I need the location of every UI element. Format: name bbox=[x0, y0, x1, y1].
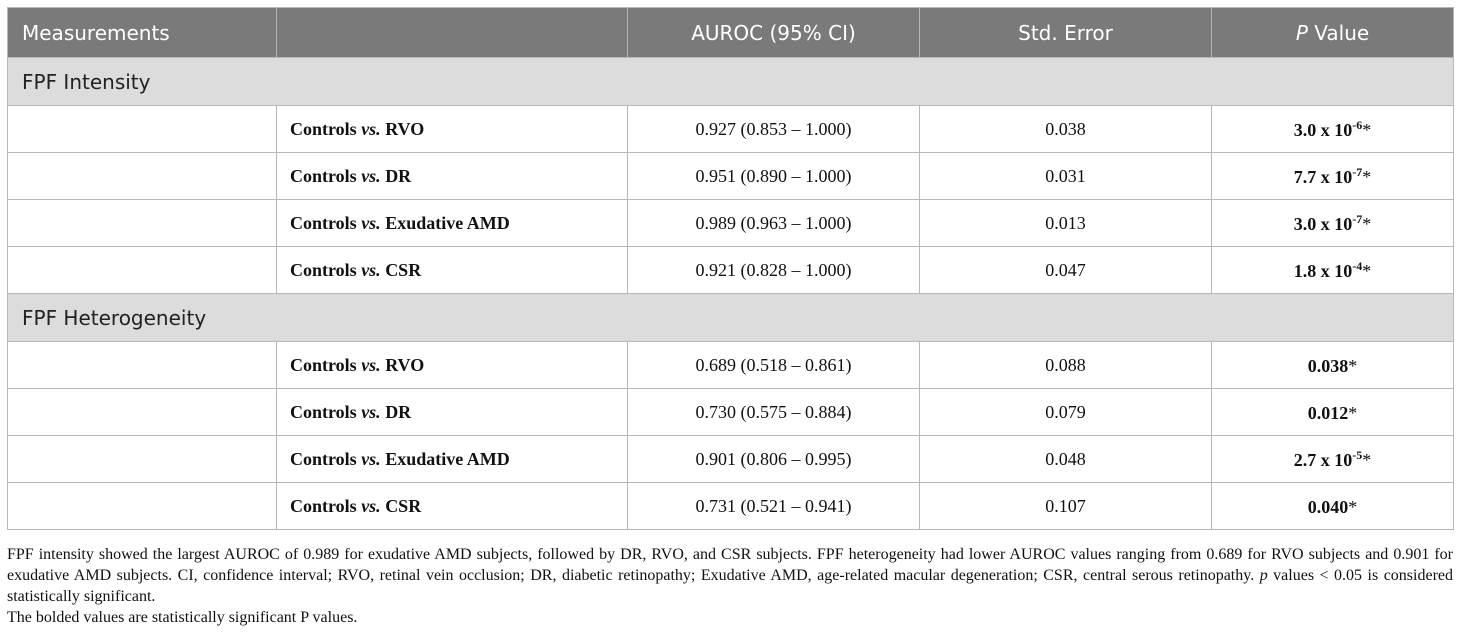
comparison-cell: Controls vs. RVO bbox=[277, 106, 628, 153]
header-auroc: AUROC (95% CI) bbox=[628, 8, 920, 58]
std-error-cell: 0.031 bbox=[920, 153, 1212, 200]
comparison-cell: Controls vs. Exudative AMD bbox=[277, 436, 628, 483]
p-value-cell: 7.7 x $10^{-7}*$ bbox=[1212, 153, 1454, 200]
footnote-paragraph: FPF intensity showed the largest AUROC of 0.989 for exudative AMD subjects, followed by DR, RVO, and CSR subjects. FPF heterogeneity had lower AUROC values ranging from 0.689 for RVO subjects and 0.901 for exudative AMD subjects. CI, confidence interval; RVO, retinal vein occlusion; DR, diabetic retinopathy; Exudative AMD, age-related macular degeneration; CSR, central serous retinopathy. p values < 0.05 is considered statistically significant. bbox=[7, 546, 1453, 605]
auroc-cell: 0.730 (0.575 – 0.884) bbox=[628, 389, 920, 436]
std-error-cell: 0.038 bbox=[920, 106, 1212, 153]
p-value-cell: 3.0 x $10^{-7}*$ bbox=[1212, 200, 1454, 247]
section-row bbox=[8, 294, 1454, 342]
comparison-cell: Controls vs. RVO bbox=[277, 342, 628, 389]
std-error-cell: 0.048 bbox=[920, 436, 1212, 483]
p-value-cell: 0.040* bbox=[1212, 483, 1454, 530]
table-header-row bbox=[8, 8, 1454, 58]
header-measurements: Measurements bbox=[8, 8, 277, 58]
table-row bbox=[8, 342, 1454, 389]
comparison-cell: Controls vs. Exudative AMD bbox=[277, 200, 628, 247]
comparison-cell: Controls vs. CSR bbox=[277, 247, 628, 294]
auroc-cell: 0.901 (0.806 – 0.995) bbox=[628, 436, 920, 483]
row-blank-cell bbox=[8, 342, 277, 389]
row-blank-cell bbox=[8, 106, 277, 153]
section-title: FPF Intensity bbox=[8, 58, 1454, 106]
table-row bbox=[8, 106, 1454, 153]
section-title: FPF Heterogeneity bbox=[8, 294, 1454, 342]
row-blank-cell bbox=[8, 247, 277, 294]
std-error-cell: 0.088 bbox=[920, 342, 1212, 389]
std-error-cell: 0.047 bbox=[920, 247, 1212, 294]
header-std-error: Std. Error bbox=[920, 8, 1212, 58]
header-blank bbox=[277, 8, 628, 58]
table-row bbox=[8, 153, 1454, 200]
auroc-cell: 0.731 (0.521 – 0.941) bbox=[628, 483, 920, 530]
section-row bbox=[8, 58, 1454, 106]
p-value-cell: 0.012* bbox=[1212, 389, 1454, 436]
header-p-value: P Value bbox=[1212, 8, 1454, 58]
auroc-cell: 0.921 (0.828 – 1.000) bbox=[628, 247, 920, 294]
std-error-cell: 0.013 bbox=[920, 200, 1212, 247]
row-blank-cell bbox=[8, 436, 277, 483]
row-blank-cell bbox=[8, 200, 277, 247]
auroc-cell: 0.951 (0.890 – 1.000) bbox=[628, 153, 920, 200]
results-table bbox=[7, 7, 1454, 530]
table-row bbox=[8, 389, 1454, 436]
table-footnote bbox=[7, 544, 1453, 628]
std-error-cell: 0.107 bbox=[920, 483, 1212, 530]
comparison-cell: Controls vs. DR bbox=[277, 153, 628, 200]
row-blank-cell bbox=[8, 483, 277, 530]
auroc-cell: 0.689 (0.518 – 0.861) bbox=[628, 342, 920, 389]
table-row bbox=[8, 247, 1454, 294]
p-value-cell: 1.8 x $10^{-4}*$ bbox=[1212, 247, 1454, 294]
auroc-cell: 0.927 (0.853 – 1.000) bbox=[628, 106, 920, 153]
comparison-cell: Controls vs. CSR bbox=[277, 483, 628, 530]
table-row bbox=[8, 200, 1454, 247]
p-value-cell: 0.038* bbox=[1212, 342, 1454, 389]
footnote-bold-note: The bolded values are statistically significant P values. bbox=[7, 609, 358, 626]
row-blank-cell bbox=[8, 153, 277, 200]
table-row bbox=[8, 483, 1454, 530]
p-value-cell: 3.0 x $10^{-6}*$ bbox=[1212, 106, 1454, 153]
p-value-cell: 2.7 x $10^{-5}*$ bbox=[1212, 436, 1454, 483]
table-row bbox=[8, 436, 1454, 483]
row-blank-cell bbox=[8, 389, 277, 436]
comparison-cell: Controls vs. DR bbox=[277, 389, 628, 436]
std-error-cell: 0.079 bbox=[920, 389, 1212, 436]
auroc-cell: 0.989 (0.963 – 1.000) bbox=[628, 200, 920, 247]
